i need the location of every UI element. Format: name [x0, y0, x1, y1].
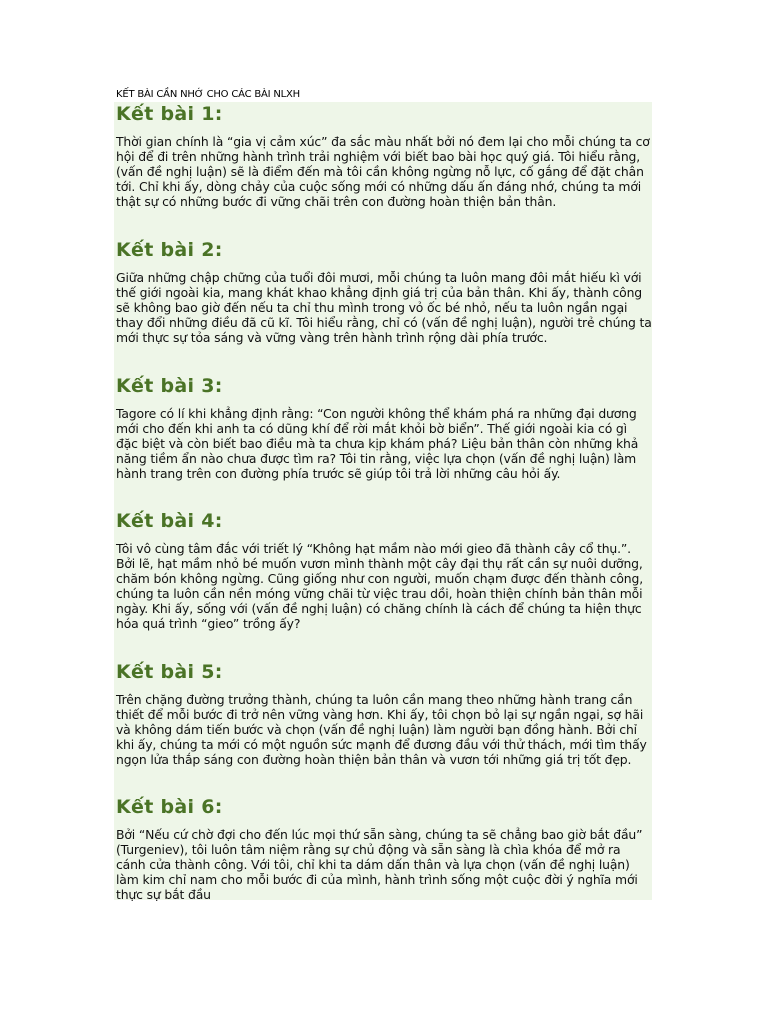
section-ket-bai-5	[116, 660, 652, 767]
section-ket-bai-4	[116, 509, 652, 632]
section-ket-bai-2	[116, 238, 652, 345]
section-title: Kết bài 1:	[116, 103, 223, 125]
section-title: Kết bài 4:	[116, 510, 223, 532]
section-body: Thời gian chính là “gia vị cảm xúc” đa sắc màu nhất bởi nó đem lại cho mỗi chúng ta cơ hội để đi trên những hành trình trải nghiệm với biết bao bài học quý giá. Tôi hiểu rằng, (vấn đề nghị luận) sẽ là điểm đến mà tôi cần không ngừng nỗ lực, cố gắng để đặt chân tới. Chỉ khi ấy, dòng chảy của cuộc sống mới có những dấu ấn đáng nhớ, chúng ta mới thật sự có những bước đi vững chãi trên con đường hoàn thiện bản thân.	[116, 134, 650, 210]
document-header: KẾT BÀI CẦN NHỚ CHO CÁC BÀI NLXH	[116, 89, 300, 100]
section-body: Tagore có lí khi khẳng định rằng: “Con người không thể khám phá ra những đại dương mới cho đến khi anh ta có dũng khí để rời mắt khỏi bờ biển”. Thế giới ngoài kia có gì đặc biệt và còn biết bao điều mà ta chưa kịp khám phá? Liệu bản thân còn những khả năng tiềm ẩn nào chưa được tìm ra? Tôi tin rằng, việc lựa chọn (vấn đề nghị luận) làm hành trang trên con đường phía trước sẽ giúp tôi trả lời những câu hỏi ấy.	[116, 406, 639, 482]
section-title: Kết bài 5:	[116, 661, 223, 683]
section-ket-bai-1	[116, 102, 652, 209]
section-title: Kết bài 3:	[116, 375, 223, 397]
section-ket-bai-3	[116, 374, 652, 481]
section-body: Tôi vô cùng tâm đắc với triết lý “Không hạt mầm nào mới gieo đã thành cây cổ thụ.”. Bởi lẽ, hạt mầm nhỏ bé muốn vươn mình thành một cây đại thụ rất cần sự nuôi dưỡng, chăm bón không ngừng. Cũng giống như con người, muốn chạm được đến thành công, chúng ta luôn cần nền móng vững chãi từ việc trau dồi, hoàn thiện chính bản thân mỗi ngày. Khi ấy, sống với (vấn đề nghị luận) có chăng chính là cách để chúng ta hiện thực hóa quá trình “gieo” trồng ấy?	[116, 541, 643, 632]
section-body: Bởi “Nếu cứ chờ đợi cho đến lúc mọi thứ sẵn sàng, chúng ta sẽ chẳng bao giờ bắt đầu” (Turgeniev), tôi luôn tâm niệm rằng sự chủ động và sẵn sàng là chìa khóa để mở ra cánh cửa thành công. Với tôi, chỉ khi ta dám dấn thân và lựa chọn (vấn đề nghị luận) làm kim chỉ nam cho mỗi bước đi của mình, hành trình sống một cuộc đời ý nghĩa mới thực sự bắt đầu	[116, 827, 643, 903]
section-title: Kết bài 2:	[116, 239, 223, 261]
section-ket-bai-6	[116, 795, 652, 902]
section-body: Giữa những chập chững của tuổi đôi mươi, mỗi chúng ta luôn mang đôi mắt hiếu kì với thế giới ngoài kia, mang khát khao khẳng định giá trị của bản thân. Khi ấy, thành công sẽ không bao giờ đến nếu ta chỉ thu mình trong vỏ ốc bé nhỏ, nếu ta luôn ngần ngại thay đổi những điều đã cũ kĩ. Tôi hiểu rằng, chỉ có (vấn đề nghị luận), người trẻ chúng ta mới thực sự tỏa sáng và vững vàng trên hành trình rộng dài phía trước.	[116, 270, 652, 346]
section-body: Trên chặng đường trưởng thành, chúng ta luôn cần mang theo những hành trang cần thiết để mỗi bước đi trở nên vững vàng hơn. Khi ấy, tôi chọn bỏ lại sự ngần ngại, sợ hãi và không dám tiến bước và chọn (vấn đề nghị luận) làm người bạn đồng hành. Bởi chỉ khi ấy, chúng ta mới có một nguồn sức mạnh để đương đầu với thử thách, mới tìm thấy ngọn lửa thắp sáng con đường hoàn thiện bản thân và vươn tới những giá trị tốt đẹp.	[116, 692, 647, 768]
section-title: Kết bài 6:	[116, 796, 223, 818]
content-area	[114, 102, 652, 903]
